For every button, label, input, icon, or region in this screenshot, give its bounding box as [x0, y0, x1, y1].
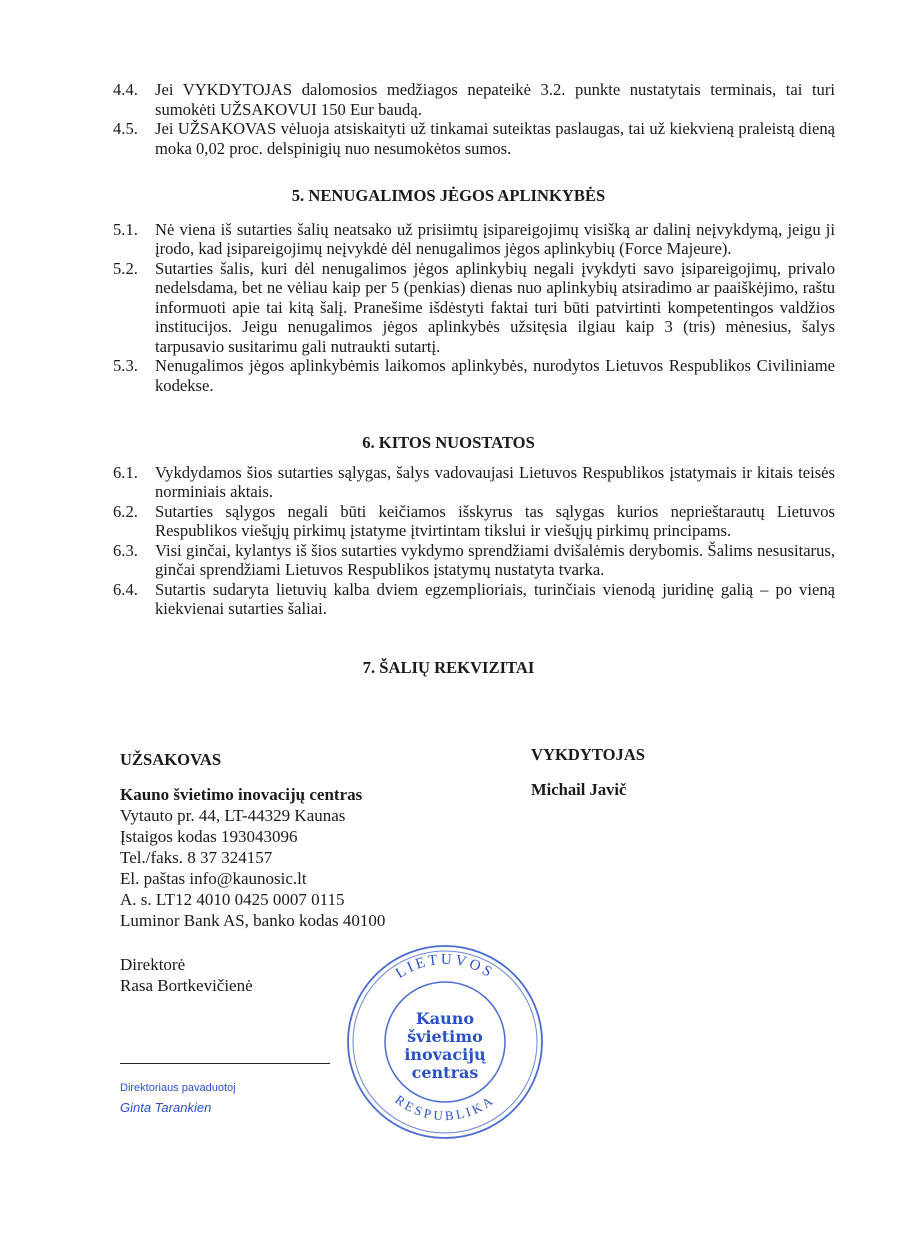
- clause-text: Sutarties šalis, kuri dėl nenugalimos jėgos aplinkybių negali įvykdyti savo įsipareigojimų, privalo nedelsdama, bet ne vėliau kaip per 5 (penkias) dienas nuo aplinkybių atsiradimo ar paaiškėjimo, raštu informuoti apie tai kitą šalį. Pranešime išdėstyti faktai turi būti patvirtinti kompetentingos valdžios institucijos. Jeigu nenugalimos jėgos aplinkybės užsitęsia ilgiau kaip 3 (tris) mėnesius, šalys tarpusavio susitarimu gali nutraukti sutartį.: [155, 258, 835, 356]
- clause-text: Visi ginčai, kylantys iš šios sutarties vykdymo sprendžiami dvišalėmis derybomis. Šalims nesusitarus, ginčai sprendžiami Lietuvos Respublikos įstatymų nustatyta tvarka.: [155, 540, 835, 579]
- clause-number: 6.2.: [113, 501, 138, 521]
- signature-line: [120, 1063, 330, 1064]
- clause-5-1: [113, 220, 835, 259]
- signer-role: Direktorė: [120, 955, 186, 974]
- clause-number: 6.1.: [113, 462, 138, 482]
- clause-number: 5.3.: [113, 356, 138, 375]
- customer-code: Įstaigos kodas 193043096: [120, 827, 298, 846]
- clause-text: Jei VYKDYTOJAS dalomosios medžiagos nepateikė 3.2. punkte nustatytais terminais, tai turi sumokėti UŽSAKOVUI 150 Eur baudą.: [155, 80, 835, 119]
- customer-name: Kauno švietimo inovacijų centras: [120, 785, 363, 804]
- clause-text: Sutartis sudaryta lietuvių kalba dviem egzemplioriais, turinčiais vienodą juridinę galią – po vieną kiekvienai sutarties šaliai.: [155, 579, 835, 618]
- section-5-heading: 5. NENUGALIMOS JĖGOS APLINKYBĖS: [291, 186, 606, 205]
- customer-account: A. s. LT12 4010 0425 0007 0115: [120, 890, 345, 909]
- deputy-name: Ginta Tarankien: [120, 1100, 212, 1115]
- clause-number: 4.4.: [113, 80, 138, 99]
- clause-number: 5.1.: [113, 219, 138, 239]
- svg-text:RESPUBLIKA: [392, 1092, 497, 1123]
- clause-6-4: [113, 580, 835, 619]
- clause-number: 5.2.: [113, 258, 138, 278]
- clause-5-3: [113, 356, 835, 395]
- customer-details: [120, 784, 385, 931]
- stamp-top-text: LIETUVOS: [393, 951, 498, 982]
- stamp-bottom-text: RESPUBLIKA: [392, 1091, 498, 1124]
- clause-number: 6.3.: [113, 540, 138, 560]
- clause-4-5: [113, 119, 835, 158]
- clause-text: Vykdydamos šios sutarties sąlygas, šalys vadovaujasi Lietuvos Respublikos įstatymais ir kitais teisės norminiais aktais.: [155, 462, 835, 501]
- clause-text: Nenugalimos jėgos aplinkybėmis laikomos aplinkybės, nurodytos Lietuvos Respublikos Civiliniame kodekse.: [155, 356, 835, 395]
- customer-bank: Luminor Bank AS, banko kodas 40100: [120, 911, 386, 930]
- customer-phone: Tel./faks. 8 37 324157: [120, 848, 273, 867]
- clause-4-4: [113, 80, 835, 119]
- clause-6-3: [113, 541, 835, 580]
- clause-number: 4.5.: [113, 119, 138, 138]
- clause-text: Sutarties sąlygos negali būti keičiamos išskyrus tas sąlygas kurios neprieštarautų Lietuvos Respublikos viešųjų pirkimų įstatyme įtvirtintam tikslui ir viešųjų pirkimų principams.: [155, 501, 835, 540]
- customer-heading: UŽSAKOVAS: [120, 750, 222, 769]
- stamp-line: švietimo: [407, 1027, 483, 1046]
- contractor-heading: VYKDYTOJAS: [531, 745, 646, 764]
- contractor-name: Michail Javič: [531, 780, 627, 799]
- clause-6-2: [113, 502, 835, 541]
- customer-email: El. paštas info@kaunosic.lt: [120, 869, 307, 888]
- stamp-line: centras: [411, 1063, 479, 1082]
- official-stamp: [335, 942, 555, 1142]
- signer-name: Rasa Bortkevičienė: [120, 976, 253, 995]
- clause-5-2: [113, 259, 835, 357]
- clause-6-1: [113, 463, 835, 502]
- clause-text: Nė viena iš sutarties šalių neatsako už prisiimtų įsipareigojimų visišką ar dalinį neįvykdymą, jeigu ji įrodo, kad įsipareigojimų neįvykdė dėl nenugalimos jėgos aplinkybių (Force Majeure).: [155, 219, 835, 258]
- deputy-role: Direktoriaus pavaduotoj: [120, 1082, 236, 1094]
- stamp-line: inovacijų: [404, 1045, 486, 1064]
- section-6-heading: 6. KITOS NUOSTATOS: [362, 433, 535, 452]
- clause-text: Jei UŽSAKOVAS vėluoja atsiskaityti už tinkamai suteiktas paslaugas, tai už kiekvieną praleistą dieną moka 0,02 proc. delspinigių nuo nesumokėtos sumos.: [155, 119, 835, 158]
- contract-body: [0, 80, 897, 677]
- svg-text:LIETUVOS: [393, 952, 497, 982]
- section-7-heading: 7. ŠALIŲ REKVIZITAI: [362, 657, 535, 677]
- stamp-line: Kauno: [415, 1009, 475, 1028]
- clause-number: 6.4.: [113, 579, 138, 599]
- customer-address: Vytauto pr. 44, LT-44329 Kaunas: [120, 806, 346, 825]
